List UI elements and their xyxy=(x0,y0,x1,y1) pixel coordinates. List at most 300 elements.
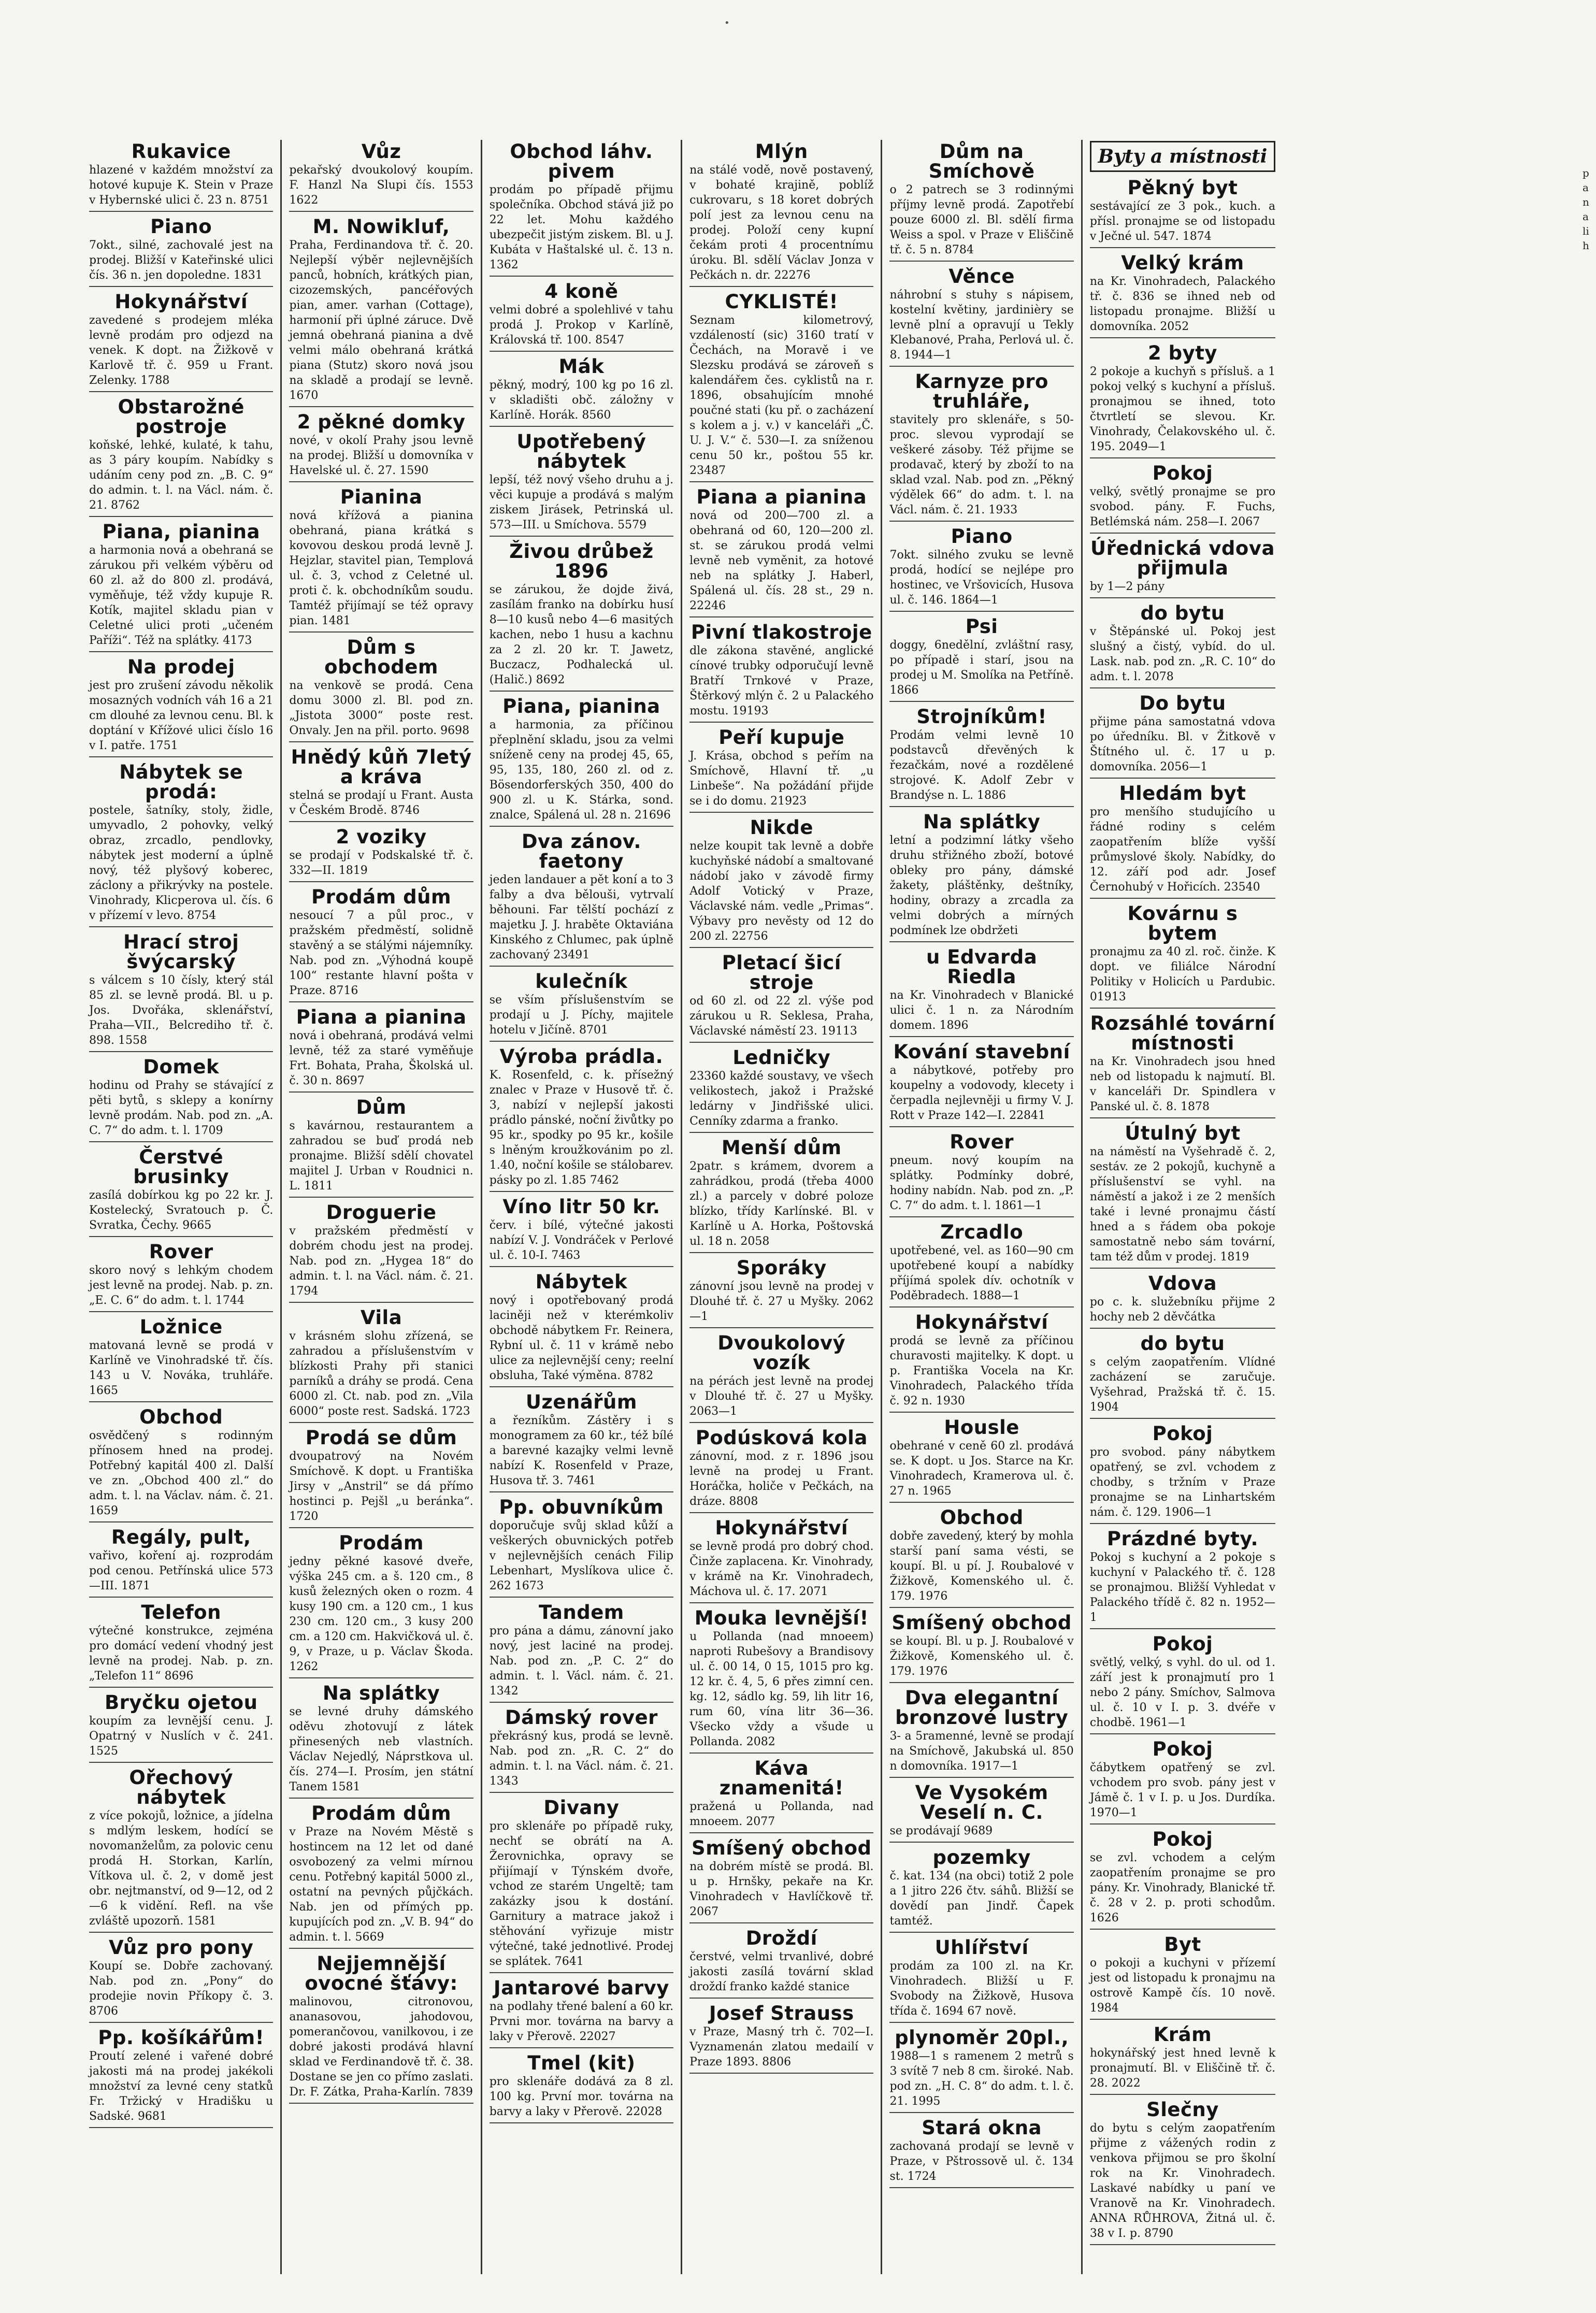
ad-separator xyxy=(490,1386,673,1387)
classified-ad xyxy=(1090,1935,1275,2020)
ad-title: Pokoj xyxy=(1152,1423,1213,1445)
classified-ad xyxy=(889,1848,1073,1933)
ad-body: velmi dobré a spolehlivé v tahu prodá J. Prokop v Karlíně, Královská tř. 100. 8547 xyxy=(489,304,674,347)
classified-ad xyxy=(889,1132,1073,1217)
classified-ad xyxy=(89,2028,273,2128)
ad-title: Peří kupuje xyxy=(718,726,845,749)
classified-ad xyxy=(689,1048,873,1133)
column-5 xyxy=(882,140,1082,2274)
classified-ad xyxy=(889,1223,1073,1308)
ad-separator xyxy=(289,406,473,407)
ad-title: Piano xyxy=(951,525,1013,548)
classified-ad xyxy=(89,1693,273,1763)
ad-separator xyxy=(689,1832,873,1833)
classified-ad xyxy=(289,412,473,482)
ad-body: nová i obehraná, prodává velmi levně, též za staré vyměňuje Frt. Bohata, Praha, Školská ul. č. 30 n. 8697 xyxy=(289,1029,473,1087)
classified-ad xyxy=(89,657,273,757)
ad-separator xyxy=(490,2047,673,2048)
classified-ad xyxy=(689,818,873,948)
ad-title: Kování stavební xyxy=(893,1041,1070,1063)
ad-body: Proutí zelené i vařené dobré jakosti má na prodej jakékoli množství za levné ceny statků Fr. Tržický v Hradišku u Sadské. 9681 xyxy=(89,2050,274,2123)
ad-title: Pp. košíkářům! xyxy=(98,2027,265,2049)
column-4 xyxy=(682,140,882,2274)
ad-body: červ. i bílé, výtečné jakosti nabízí V. J. Vondráček v Perlové ul. č. 10-I. 7463 xyxy=(489,1219,674,1262)
ad-separator xyxy=(490,1597,673,1598)
ad-body: pronajmu za 40 zl. roč. činže. K dopt. ve filiálce Národní Politiky v Holicích u Pardubic. 01913 xyxy=(1089,945,1276,1003)
ad-separator xyxy=(89,926,273,927)
classified-ad xyxy=(1090,253,1275,338)
ad-body: velký, světlý pronajme se pro svobod. pány. F. Fuchs, Betlémská nám. 258—I. 2067 xyxy=(1089,485,1276,528)
ad-separator xyxy=(889,2022,1073,2023)
ad-title: Věnce xyxy=(948,265,1015,288)
ad-title: Housle xyxy=(944,1416,1019,1439)
ad-separator xyxy=(490,276,673,277)
ad-title: Pivní tlakostroje xyxy=(691,621,872,643)
ad-body: obehrané v ceně 60 zl. prodává se. K dopt. u Jos. Starce na Kr. Vinohradech, Kramerova ul. č. 27 n. 1965 xyxy=(889,1440,1074,1498)
ad-separator xyxy=(889,1036,1073,1037)
ad-separator xyxy=(289,1422,473,1423)
ad-title: Josef Strauss xyxy=(709,2002,854,2024)
classified-ad xyxy=(89,522,273,652)
classified-ad xyxy=(889,527,1073,612)
ad-body: upotřebené, vel. as 160—90 cm upotřebené koupí a nabídky příjímá spolek dív. ochotník v Poděbradech. 1888—1 xyxy=(889,1244,1074,1302)
ad-body: malinovou, citronovou, ananasovou, jahodovou, pomerančovou, vanilkovou, i ze dobré jakosti prodává hlavní sklad ve Ferdinandově tř. č. 38. Dostane se jen co přímo zaslati. Dr. F. Zátka, Praha-Karlín. 7839 xyxy=(289,1995,473,2099)
ad-title: Kovárnu s bytem xyxy=(1127,902,1238,944)
ad-body: by 1—2 pány xyxy=(1089,580,1165,593)
ad-title: do bytu xyxy=(1140,1332,1225,1355)
classified-ad xyxy=(289,1533,473,1678)
ad-title: Dva elegantní bronzové lustry xyxy=(895,1687,1069,1729)
ad-body: pražená u Pollanda, nad mnoeem. 2077 xyxy=(689,1800,874,1828)
ad-separator xyxy=(889,2112,1073,2113)
ad-body: na pérách jest levně na prodej v Dlouhé tř. č. 27 u Myšky. 2063—1 xyxy=(689,1375,874,1418)
ad-title: Menší dům xyxy=(721,1137,842,1159)
ad-title: Strojníkům! xyxy=(916,706,1047,728)
ad-title: 2 pěkné domky xyxy=(297,411,466,433)
classified-ad xyxy=(289,142,473,212)
classified-ad xyxy=(89,763,273,927)
ad-title: Hnědý kůň 7letý a kráva xyxy=(291,746,472,788)
classified-ad xyxy=(1090,1334,1275,1419)
ad-separator xyxy=(689,1512,873,1513)
ad-separator xyxy=(1090,1418,1275,1419)
classified-ad xyxy=(689,1929,873,1999)
ad-separator xyxy=(289,1091,473,1093)
ad-separator xyxy=(89,1932,273,1933)
classified-ad xyxy=(689,1138,873,1253)
ad-body: v Praze, Masný trh č. 702—I. Vyznamenán zlatou medailí v Praze 1893. 8806 xyxy=(689,2025,874,2068)
ad-body: na Kr. Vinohradech, Palackého tř. č. 836 se ihned neb od listopadu pronajme. Bližší u domovníka. 2052 xyxy=(1089,275,1276,333)
ad-title: Živou drůbež 1896 xyxy=(509,540,654,582)
ad-title: Prodám xyxy=(339,1532,424,1554)
classified-ad xyxy=(889,372,1073,522)
classified-ad xyxy=(689,623,873,723)
ad-separator xyxy=(490,1266,673,1267)
classified-ad xyxy=(889,2118,1073,2188)
classified-ad xyxy=(889,1313,1073,1413)
classified-ad xyxy=(689,1759,873,1833)
classified-ad xyxy=(89,1147,273,1237)
classified-ad xyxy=(1090,1274,1275,1329)
ad-body: o 2 patrech se 3 rodinnými příjmy levně prodá. Zapotřebí pouze 6000 zl. Bl. sdělí firma Weiss a spol. v Praze v Eliščině tř. č. 5 n. 8784 xyxy=(889,183,1074,256)
ad-separator xyxy=(1090,597,1275,598)
classified-ad xyxy=(490,697,673,827)
ad-separator xyxy=(1090,533,1275,534)
ad-title: Do bytu xyxy=(1139,692,1226,714)
ad-body: pro pána a dámu, zánovní jako nový, jest laciné na prodej. Nab. pod zn. „P. C. 2“ do admin. t. l. Václ. nám. č. 21. 1342 xyxy=(489,1625,674,1698)
classified-ad xyxy=(490,1197,673,1267)
ad-body: v pražském předměstí v dobrém chodu jest na prodej. Nab. pod zn. „Hygea 18“ do admin. t. l. na Václ. nám. č. 21. 1794 xyxy=(289,1225,473,1298)
ad-title: Prázdné byty. xyxy=(1106,1528,1259,1550)
ad-title: Nábytek se prodá: xyxy=(119,761,243,803)
classified-ad xyxy=(889,617,1073,702)
classified-ad xyxy=(490,1272,673,1387)
ad-title: Nejjemnější ovocné šťávy: xyxy=(305,1952,458,1994)
ad-body: dvoupatrový na Novém Smíchově. K dopt. u Františka Jirsy v „Anstril“ se dá přímo hostinci p. Pejšl „u beránka“. 1720 xyxy=(289,1450,473,1523)
ad-separator xyxy=(689,286,873,287)
ad-separator xyxy=(689,947,873,948)
classified-ad xyxy=(490,1603,673,1703)
ad-title: Divany xyxy=(543,1797,620,1819)
ad-title: Výroba prádla. xyxy=(499,1045,664,1068)
ad-title: Káva znamenitá! xyxy=(719,1757,844,1799)
classified-ad xyxy=(1090,904,1275,1009)
ad-title: Vdova xyxy=(1148,1272,1217,1295)
ad-separator xyxy=(1090,247,1275,248)
ad-body: 7okt., silné, zachovalé jest na prodej. Bližší v Kateřinské ulici čís. 36 n. jen dopoledne. 1831 xyxy=(89,239,274,282)
classified-ad xyxy=(1090,1830,1275,1930)
classified-ad xyxy=(889,1938,1073,2023)
ad-title: Nábytek xyxy=(535,1271,628,1293)
ad-title: Mouka levnější! xyxy=(694,1607,869,1629)
ad-title: Nikde xyxy=(750,816,813,839)
classified-ad xyxy=(689,487,873,617)
ad-title: do bytu xyxy=(1140,602,1225,624)
ad-separator xyxy=(889,701,1073,702)
classified-ad xyxy=(689,1333,873,1423)
ad-separator xyxy=(89,1597,273,1598)
ad-body: a řezníkům. Zástěry i s monogramem za 60 kr., též bílé a barevné kazajky velmi levně nabízí K. Rosenfeld v Praze, Husova tř. 3. 7461 xyxy=(489,1414,674,1487)
ad-body: s kavárnou, restaurantem a zahradou se buď prodá neb pronajme. Bližší sdělí chovatel majitel J. Urban v Roudnici n. L. 1811 xyxy=(289,1119,473,1193)
ad-body: na venkově se prodá. Cena domu 3000 zl. Bl. pod zn. „Jistota 3000“ poste rest. Onvaly. Jen na přil. porto. 9698 xyxy=(289,679,473,737)
ad-title: Smíšený obchod xyxy=(692,1837,872,1859)
classified-ad xyxy=(89,397,273,517)
classified-ad xyxy=(89,1242,273,1312)
classified-ad xyxy=(490,542,673,692)
ad-body: jest pro zrušení závodu několik mosazných vodních váh 16 a 21 cm dlouhé za levnou cenu. Bl. k doptání v Křížové ulici číslo 16 v I. patře. 1751 xyxy=(89,679,274,752)
classified-ad xyxy=(490,972,673,1042)
ad-separator xyxy=(889,806,1073,807)
classified-ad xyxy=(89,1603,273,1688)
ad-body: prodá se levně za příčinou churavosti majitelky. K dopt. u p. Františka Vocela na Kr. Vinohradech, Palackého třída č. 92 n. 1930 xyxy=(889,1334,1074,1407)
column-2 xyxy=(282,140,482,2274)
ad-title: Obstarožné postroje xyxy=(118,396,245,438)
ad-separator xyxy=(89,1762,273,1763)
classified-ad xyxy=(289,748,473,822)
ad-title: Hokynářství xyxy=(715,1517,849,1539)
ad-body: u Pollanda (nad mnoeem) naproti Rubešovy a Brandisovy ul. č. 00 14, 0 15, 1015 pro kg. 12 kr. č. 4, 5, 6 přes zimní cen. kg. 12, sádlo kg. 59, lih litr 16, rum 60, vína litr 36—36. Všecko vždy a všude u Pollanda. 2082 xyxy=(689,1630,874,1748)
ad-body: nová křížová a pianina obehraná, piana krátká s kovovou deskou prodá levně J. Hejzlar, stavitel pian, Templová ul. č. 3, vchod z Celetné ul. proti č. k. obchodníkům soudu. Tamtéž přijímají se též opravy pian. 1481 xyxy=(289,509,473,627)
ad-title: Rozsáhlé tovární místnosti xyxy=(1090,1012,1275,1054)
ad-body: 3- a 5ramenné, levně se prodají na Smíchově, Jakubská ul. 850 n domovníka. 1917—1 xyxy=(889,1730,1074,1773)
ad-title: Droguerie xyxy=(326,1201,437,1224)
ad-separator xyxy=(689,1422,873,1423)
ad-separator xyxy=(89,1141,273,1142)
ad-body: překrásný kus, prodá se levně. Nab. pod zn. „R. C. 2“ do admin. t. l. na Václ. nám. č. 21. 1343 xyxy=(489,1730,674,1788)
ad-body: pro svobod. pány nábytkem opatřený, se zvl. vchodem z chodby, s tržním v Praze pronajme se na Linhartském nám. č. 129. 1906—1 xyxy=(1089,1446,1276,1519)
ad-separator xyxy=(490,351,673,352)
ad-separator xyxy=(289,211,473,212)
ad-body: pro sklenáře dodává za 8 zl. 100 kg. První mor. továrna na barvy a laky v Přerově. 22028 xyxy=(489,2075,674,2118)
ad-body: 7okt. silného zvuku se levně prodá, hodící se nejlépe pro hostinec, ve Vršovicích, Husova ul. č. 146. 1864—1 xyxy=(889,549,1074,607)
ad-body: se levně prodá pro dobrý chod. Činže zaplacena. Kr. Vinohrady, v krámě na Kr. Vinohradech, Máchova ul. č. 17. 2071 xyxy=(689,1540,874,1598)
classified-ad xyxy=(490,1798,673,1973)
ad-body: prodám po případě přijmu společníka. Obchod stává již po 22 let. Mohu každého ubezpečit jistým ziskem. Bl. u J. Kubáta v Haštalské ul. č. 13 n. 1362 xyxy=(489,183,674,271)
ad-body: č. kat. 134 (na obci) totiž 2 pole a 1 jitro 226 čtv. sáhů. Bližší se dovědí pan Jindř. Čapek tamtéž. xyxy=(889,1870,1074,1928)
ad-body: doporučuje svůj sklad kůží a veškerých obuvnických potřeb v nejlevnějších cenách Filip Lebenhart, Myslíkova ulice č. 262 1673 xyxy=(489,1519,674,1592)
ad-body: 2 pokoje a kuchyň s přísluš. a 1 pokoj velký s kuchyní a přísluš. pronajmou se ihned, toto čtvrtletí se slevou. Kr. Vinohrady, Čelakovského ul. č. 195. 2049—1 xyxy=(1089,365,1276,453)
column-6 xyxy=(1083,140,1283,2274)
ad-separator xyxy=(490,826,673,827)
classified-ad xyxy=(289,638,473,742)
ad-body: zánovní, mod. z r. 1896 jsou levně na prodej u Frant. Horáčka, holiče v Pečkách, na dráze. 8808 xyxy=(689,1450,874,1508)
ad-title: Domek xyxy=(143,1056,220,1078)
classified-ad xyxy=(1090,784,1275,899)
classified-ad xyxy=(1090,1124,1275,1269)
ad-body: osvědčený s rodinným přínosem hned na prodej. Potřebný kapitál 400 zl. Další ve zn. „Obchod 400 zl.“ do adm. t. l. na Václav. nám. č. 21. 1659 xyxy=(89,1429,274,1517)
ad-body: zánovní jsou levně na prodej v Dlouhé tř. č. 27 u Myšky. 2062—1 xyxy=(689,1280,874,1323)
ad-body: po c. k. služebníku přijme 2 hochy neb 2 děvčátka xyxy=(1089,1296,1276,1324)
ad-title: Jantarové barvy xyxy=(493,1977,669,1999)
ad-body: v Praze na Novém Městě s hostincem na 12 let od dané osvobozený za velmi mírnou cenu. Potřebný kapitál 5000 zl., ostatní na pevných půjčkách. Nab. jen od přímých pp. kupujících pod zn. „V. B. 94“ do admin. t. l. 5669 xyxy=(289,1826,473,1944)
classified-ad xyxy=(689,728,873,813)
ad-title: Zrcadlo xyxy=(940,1221,1024,1243)
ad-separator xyxy=(689,722,873,723)
classified-ad xyxy=(490,432,673,537)
classified-ad xyxy=(289,217,473,407)
ad-separator xyxy=(889,611,1073,612)
ad-separator xyxy=(490,1972,673,1973)
ad-separator xyxy=(289,821,473,822)
ad-separator xyxy=(889,941,1073,942)
ad-body: jeden landauer a pět koní a to 3 falby a dva bělouši, vytrvalí běhouni. Far tělští pochází z majetku J. J. hraběte Oktaviána Kinského z Chlumec, pak úplně zachovaný 23491 xyxy=(489,873,674,961)
classified-ad xyxy=(490,1047,673,1192)
ad-title: Pletací šicí stroje xyxy=(722,952,841,994)
classified-ad xyxy=(89,932,273,1052)
ad-title: Uhlířství xyxy=(934,1936,1029,1959)
ad-title: Hrací stroj švýcarský xyxy=(123,931,239,973)
ad-title: Vila xyxy=(360,1306,402,1329)
ad-title: Slečny xyxy=(1146,2099,1219,2121)
column-3 xyxy=(482,140,682,2274)
ad-separator xyxy=(1090,2094,1275,2095)
ad-separator xyxy=(689,616,873,617)
ad-separator xyxy=(490,691,673,692)
classified-ad xyxy=(689,953,873,1043)
ad-body: hlazené v každém množství za hotové kupuje K. Stein v Praze v Hybernské ulici č. 23 n. 8751 xyxy=(89,164,274,207)
ad-body: náhrobní s stuhy s nápisem, kostelní květiny, jardinièry se levně plní a opravují u Tekly Klebanové, Praha, Perlová ul. č. 8. 1944—1 xyxy=(889,289,1074,362)
classified-ad xyxy=(889,142,1073,262)
ad-separator xyxy=(689,1327,873,1328)
ad-title: Mlýn xyxy=(755,140,808,163)
classified-ad xyxy=(289,827,473,882)
classified-ad xyxy=(689,1518,873,1603)
section-header: Byty a místnosti xyxy=(1090,141,1275,172)
classified-ad xyxy=(490,357,673,427)
ad-separator xyxy=(1090,1117,1275,1118)
classified-ad xyxy=(889,1688,1073,1778)
classified-ad xyxy=(89,1528,273,1598)
ad-title: Prodám dům xyxy=(311,886,452,908)
classified-ad xyxy=(889,2028,1073,2113)
ad-separator xyxy=(1090,687,1275,688)
ad-separator xyxy=(889,1126,1073,1127)
ad-body: zachovaná prodají se levně v Praze, v Pštrossově ul. č. 134 st. 1724 xyxy=(889,2140,1074,2183)
ad-separator xyxy=(89,1521,273,1522)
ad-title: Piana, pianina xyxy=(502,695,660,717)
ad-separator xyxy=(1090,1523,1275,1524)
ad-separator xyxy=(289,1798,473,1799)
classified-ad xyxy=(1090,178,1275,248)
ad-body: Pokoj s kuchyní a 2 pokoje s kuchyní v Palackého tř. č. 128 se pronajmou. Bližší Vyhledat v Palackého třídě č. 82 n. 1952—1 xyxy=(1089,1551,1276,1624)
ad-title: Dům na Smíchově xyxy=(928,140,1035,182)
column-1 xyxy=(82,140,282,2274)
classified-ad xyxy=(289,1684,473,1799)
classified-ad xyxy=(689,2004,873,2074)
ad-title: Bryčku ojetou xyxy=(104,1691,258,1714)
ad-body: od 60 zl. od 22 zl. výše pod zárukou u R. Seklesa, Praha, Václavské náměstí 23. 19113 xyxy=(689,995,874,1038)
ad-body: pěkný, modrý, 100 kg po 16 zl. v skladišti obč. záložny v Karlíně. Horák. 8560 xyxy=(489,379,674,422)
classified-ad xyxy=(889,1783,1073,1843)
classified-ad xyxy=(89,1317,273,1402)
ad-title: Pp. obuvníkům xyxy=(499,1496,664,1518)
ad-title: Ve Vysokém Veselí n. C. xyxy=(915,1782,1048,1823)
ad-separator xyxy=(289,741,473,742)
ad-separator xyxy=(490,1491,673,1492)
ad-body: vařivo, koření aj. rozprodám pod cenou. Petřínská ulice 573—III. 1871 xyxy=(89,1549,274,1592)
classified-ad xyxy=(490,282,673,352)
ad-body: a harmonia, za příčinou přeplnění skladu, jsou za velmi sníženě ceny na prodej 45, 65, 95, 135, 180, 260 zl. od z. Bösendorferských 350, 400 do 900 zl. u K. Stárka, sond. znalce, Spálená ul. 28 n. 21696 xyxy=(489,719,674,822)
ad-body: a nábytkové, potřeby pro koupelny a vodovody, klecety i čerpadla nejlevněji u firmy V. J. Rott v Praze 142—I. 22841 xyxy=(889,1064,1074,1122)
ad-title: Velký krám xyxy=(1121,252,1244,274)
ad-body: výtečné konstrukce, zejména pro domácí vedení vhodný jest levně na prodej. Nab. p. zn. „Telefon 11“ 8696 xyxy=(89,1625,274,1683)
ad-separator xyxy=(89,1236,273,1237)
ad-separator xyxy=(689,812,873,813)
ad-separator xyxy=(689,1922,873,1923)
ad-separator xyxy=(689,1042,873,1043)
ad-body: na podlahy třené balení a 60 kr. Prvni mor. továrna na barvy a laky v Přerově. 22027 xyxy=(489,2000,674,2043)
ad-title: pozemky xyxy=(932,1846,1031,1869)
classified-ad xyxy=(89,142,273,212)
ad-body: s celým zaopatřením. Vlídné zacházení se zaručuje. Vyšehrad, Pražská tř. č. 15. 1904 xyxy=(1089,1356,1276,1414)
ad-title: Na splátky xyxy=(322,1682,440,1704)
classified-ad xyxy=(1090,1740,1275,1824)
ad-body: se zárukou, že dojde živá, zasílám franko na dobírku husí 8—10 kusů nebo 4—6 masitých kachen, nebo 1 husu a kachnu za 2 zl. 20 kr. T. Jawetz, Buczacz, Podhalecká ul. (Halič.) 8692 xyxy=(489,583,674,686)
classified-ad xyxy=(289,1098,473,1198)
ad-title: Pokoj xyxy=(1152,1738,1213,1760)
ad-separator xyxy=(1090,1328,1275,1329)
classified-ad xyxy=(490,1392,673,1492)
ad-title: Rover xyxy=(149,1241,213,1263)
classified-ad xyxy=(689,1608,873,1754)
ad-title: Obchod xyxy=(139,1406,223,1428)
ad-body: 2patr. s krámem, dvorem a zahrádkou, prodá (třeba 4000 zl.) a parcely v dobré poloze blízko, třídy Karlínské. Bl. v Karlíně u A. Horka, Poštovská ul. 18 n. 2058 xyxy=(689,1160,874,1248)
ad-separator xyxy=(289,631,473,633)
ad-title: Obchod láhv. pivem xyxy=(510,140,653,182)
classified-ad xyxy=(289,1804,473,1949)
ad-body: čerstvé, velmi trvanlivé, dobré jakosti zasílá tovární sklad droždí franko každé stanice xyxy=(689,1950,874,1993)
classified-ad xyxy=(689,1428,873,1513)
classified-ad xyxy=(889,267,1073,367)
ad-separator xyxy=(689,1602,873,1603)
ad-title: Podúsková kola xyxy=(695,1427,868,1449)
ad-separator xyxy=(289,1001,473,1002)
classified-ad xyxy=(889,1418,1073,1503)
ad-title: 4 koně xyxy=(544,280,619,303)
ad-body: Seznam kilometrový, vzdáleností (sic) 3160 tratí v Čechách, na Moravě i ve Slezsku prodává se zároveň s kalendářem čes. cyklistů na r. 1896, obsahujícím mnohé poučné stati (ku př. o zacházení s kolem a j. v.) v kanceláři „Č. U. J. V.“ č. 530—I. za sníženou cenu 50 kr., poštou 55 kr. 23487 xyxy=(689,314,874,477)
ad-separator xyxy=(89,1401,273,1402)
ad-title: u Edvarda Riedla xyxy=(926,946,1038,988)
ad-separator xyxy=(889,1216,1073,1217)
ad-separator xyxy=(889,521,1073,522)
ad-title: Hokynářství xyxy=(915,1311,1048,1333)
ad-separator xyxy=(1090,1268,1275,1269)
classified-ad xyxy=(1090,464,1275,534)
ad-body: postele, šatníky, stoly, židle, umyvadlo, 2 pohovky, velký obraz, zrcadlo, pendlovky, nábytek jest moderní a úplně nový, též plyšový koberec, záclony a přikrývky na postele. Vinohrady, Klicperova ul. čís. 6 v přízemí v levo. 8754 xyxy=(89,804,274,922)
ad-body: Praha, Ferdinandova tř. č. 20. Nejlepší výběr nejlevnějších panců, hobních, krátkých pian, cizozemských, pancéřových pian, amer. varhan (Cottage), harmonií při úplné záruce. Dvě jemná obehraná pianina a dvě velmi málo obehraná krátká piana (Stutz) skoro nová jsou na skladě a prodají se levně. 1670 xyxy=(289,239,473,402)
ad-title: plynoměr 20pl., xyxy=(895,2027,1069,2049)
ad-body: zavedené s prodejem mléka levně prodám pro odjezd na venek. K dopt. na Žižkově v Karlově tř. č. 959 u Frant. Zelenky. 1788 xyxy=(89,314,274,387)
ad-separator xyxy=(1090,2244,1275,2245)
classified-ad xyxy=(289,1308,473,1423)
ad-separator xyxy=(889,1682,1073,1683)
ad-separator xyxy=(89,391,273,392)
ad-body: zasílá dobírkou kg po 22 kr. J. Kostelecký, Svratouch p. Č. Svratka, Čechy. 9665 xyxy=(89,1189,274,1232)
classified-ad xyxy=(889,1613,1073,1683)
ad-body: dle zákona stavěné, anglické cínové trubky odporučují levně Bratří Trnkové v Praze, Štěrkový mlýn č. 2 u Palackého mostu. 19193 xyxy=(689,644,874,717)
ad-body: stelná se prodají u Frant. Austa v Českém Brodě. 8746 xyxy=(289,789,473,817)
ad-separator xyxy=(1090,457,1275,458)
ad-title: Rover xyxy=(950,1131,1014,1153)
ad-body: přijme pána samostatná vdova po úředníku. Bl. v Žitkově v Štítného ul. č. 17 u p. domovníka. 2056—1 xyxy=(1089,715,1276,773)
ad-separator xyxy=(289,1677,473,1678)
classified-ad xyxy=(89,217,273,287)
ad-separator xyxy=(689,1132,873,1133)
ad-body: prodám za 100 zl. na Kr. Vinohradech. Bližší u F. Svobody na Žižkově, Husova třída č. 1694 67 nově. xyxy=(889,1960,1074,2018)
ad-body: matovaná levně se prodá v Karlíně ve Vinohradské tř. čís. 143 u V. Nováka, truhláře. 1665 xyxy=(89,1339,274,1397)
ad-separator xyxy=(490,1191,673,1192)
ad-title: CYKLISTÉ! xyxy=(725,291,839,313)
ad-title: Dvoukolový vozík xyxy=(717,1332,846,1374)
ad-title: Pokoj xyxy=(1152,462,1213,484)
classified-ad xyxy=(689,1258,873,1328)
ad-body: hodinu od Prahy se stávající z pěti bytů, s sklepy a konírny levně prodám. Nab. pod zn. „A. C. 7“ do adm. t. l. 1709 xyxy=(89,1079,274,1137)
ad-separator xyxy=(889,1932,1073,1933)
classified-ad xyxy=(889,1508,1073,1608)
ad-body: světlý, velký, s vyhl. do ul. od 1. září jest k pronajmutí pro 1 nebo 2 pány. Smíchov, Salmova ul. č. 10 v I. p. 3. dvéře v chodbě. 1961—1 xyxy=(1089,1656,1276,1729)
classified-ad xyxy=(289,1008,473,1093)
classified-ad xyxy=(1090,1634,1275,1734)
ad-title: Piano xyxy=(150,216,212,238)
classified-ad xyxy=(689,292,873,482)
classified-ad xyxy=(1090,604,1275,688)
classified-ad xyxy=(289,1203,473,1303)
ad-title: 2 byty xyxy=(1147,342,1218,364)
ad-title: Prodám dům xyxy=(311,1802,452,1824)
ad-body: pro sklenáře po případě ruky, nechť se obrátí na A. Žerovnichka, opravy se přijímají v Týnském dvoře, vchod ze starém Ungeltě; tam zakázky jsou k dostání. Garnitury a matrace jakož i stěhování vyřizuje mistr výtečné, také jednotlivé. Prodej se splátek. 7641 xyxy=(489,1820,674,1968)
ad-title: Rukavice xyxy=(131,140,231,163)
ad-body: v Štěpánské ul. Pokoj jest slušný a čistý, vybíd. do ul. Lask. nab. pod zn. „R. C. 10“ do adm. t. l. 2078 xyxy=(1089,625,1276,683)
